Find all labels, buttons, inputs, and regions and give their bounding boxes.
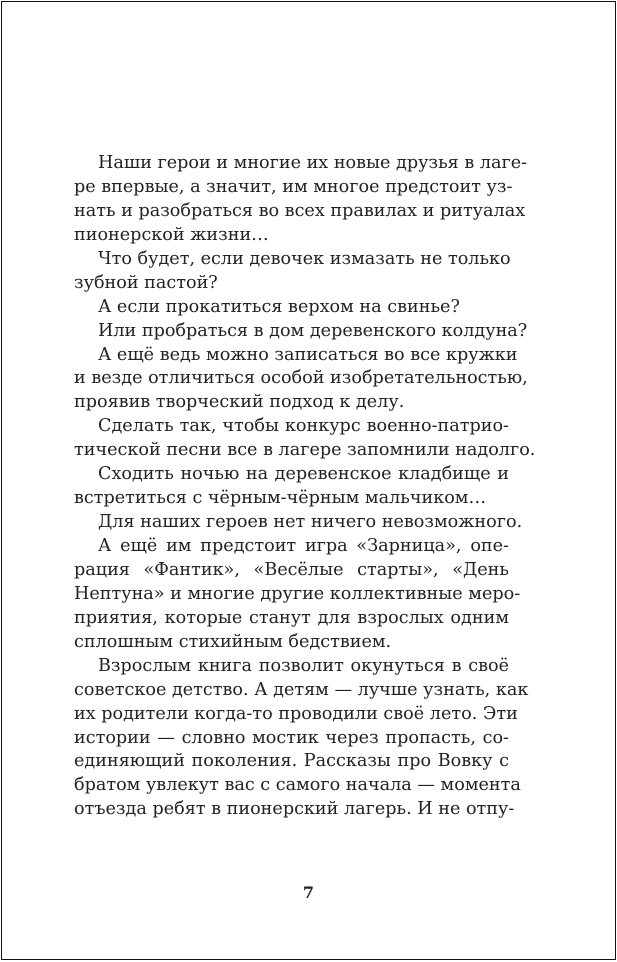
book-page: [1, 1, 616, 960]
text-line: тической песни все в лагере запомнили надолго.: [74, 440, 536, 461]
body-text: [74, 152, 536, 822]
text-line: А если прокатиться верхом на свинье?: [98, 296, 460, 317]
text-line: единяющий поколения. Рассказы про Вовку с: [74, 751, 509, 772]
text-line: Наши герои и многие их новые друзья в лаге-: [98, 153, 528, 173]
text-line: ре впервые, а значит, им многое предстоит уз-: [74, 176, 513, 197]
text-line: нать и разобраться во всех правилах и ритуалах: [74, 200, 526, 221]
text-line: зубной пастой?: [74, 272, 218, 293]
text-line: истории — словно мостик через пропасть, со-: [74, 727, 509, 748]
text-line: А ещё им предстоит игра «Зарница», опе-: [98, 536, 509, 556]
text-line: Нептуна» и многие другие коллективные меро-: [74, 583, 521, 604]
text-line: Сделать так, чтобы конкурс военно-патрио-: [98, 416, 509, 437]
text-line: Сходить ночью на деревенское кладбище и: [98, 464, 509, 485]
text-line: Взрослым книга позволит окунуться в своё: [98, 655, 509, 676]
text-line: и везде отличиться особой изобретательностью,: [74, 368, 528, 389]
text-line: Для наших героев нет ничего невозможного.: [98, 512, 523, 533]
text-line: их родители когда-то проводили своё лето. Эти: [74, 703, 518, 724]
text-line: сплошным стихийным бедствием.: [74, 631, 392, 652]
page-number: 7: [302, 883, 315, 902]
text-line: проявив творческий подход к делу.: [74, 392, 405, 413]
text-line: Или пробраться в дом деревенского колдуна?: [98, 320, 528, 341]
text-line: пионерской жизни…: [74, 224, 269, 245]
text-line: отъезда ребят в пионерский лагерь. И не отпу-: [74, 799, 515, 820]
text-line: А ещё ведь можно записаться во все кружки: [98, 344, 518, 365]
text-line: Что будет, если девочек измазать не только: [98, 248, 511, 269]
text-line: встретиться с чёрным-чёрным мальчиком…: [74, 488, 487, 509]
text-line: братом увлекут вас с самого начала — момента: [74, 775, 521, 796]
text-line: советское детство. А детям — лучше узнать, как: [74, 679, 529, 700]
text-line: приятия, которые станут для взрослых одним: [74, 607, 509, 628]
text-line: рация «Фантик», «Весёлые старты», «День: [74, 559, 509, 580]
